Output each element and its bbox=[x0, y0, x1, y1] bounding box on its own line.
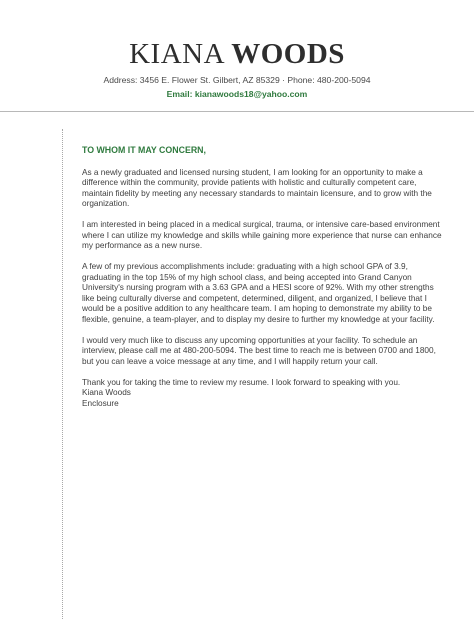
salutation: TO WHOM IT MAY CONCERN, bbox=[82, 145, 206, 155]
closing-thanks: Thank you for taking the time to review my resume. I look forward to speaking with you. bbox=[82, 377, 401, 387]
paragraph-contact: I would very much like to discuss any upcoming opportunities at your facility. To schedule an interview, please call me at 480-200-5094. The best time to reach me is between 0700 and 1800, but you can leave a voice message at any time, and I will happily return your call. bbox=[82, 335, 436, 366]
margin-dotted-line bbox=[62, 129, 63, 619]
paragraph-intro: As a newly graduated and licensed nursing student, I am looking for an opportunity to make a difference within the community, provide patients with holistic and culturally competent care, maintain fidelity by meeting any necessary standards to maintain licensure, and to grow with the organization. bbox=[82, 167, 432, 208]
signature-name: Kiana Woods bbox=[82, 388, 131, 397]
applicant-name bbox=[0, 38, 474, 70]
paragraph-interests: I am interested in being placed in a medical surgical, trauma, or intensive care-based environment where I can utilize my knowledge and skills while gaining more experience that nurse can enhance my performance as a new nurse. bbox=[82, 220, 442, 250]
email-line: Email: kianawoods18@yahoo.com bbox=[166, 89, 308, 99]
header-divider bbox=[0, 111, 474, 112]
letterhead bbox=[0, 38, 474, 100]
address-phone-line: Address: 3456 E. Flower St. Gilbert, AZ 85329 · Phone: 480-200-5094 bbox=[103, 75, 371, 85]
last-name: WOODS bbox=[231, 38, 345, 70]
first-name: KIANA bbox=[129, 38, 224, 70]
letter-body bbox=[82, 145, 442, 409]
paragraph-accomplishments: A few of my previous accomplishments include: graduating with a high school GPA of 3.9, graduating in the top 15% of my high school class, and being accepted into Grand Canyon University's nursing program with a 3.63 GPA and a HESI score of 92%. With my other strengths like being culturally diverse and competent, determined, diligent, and organized, I believe that I would be a positive addition to any healthcare team. I am hoping to demonstrate my ability to be flexible, genuine, a team-player, and to display my desire to further my knowledge at your facility. bbox=[82, 262, 435, 324]
enclosure-note: Enclosure bbox=[82, 398, 119, 408]
